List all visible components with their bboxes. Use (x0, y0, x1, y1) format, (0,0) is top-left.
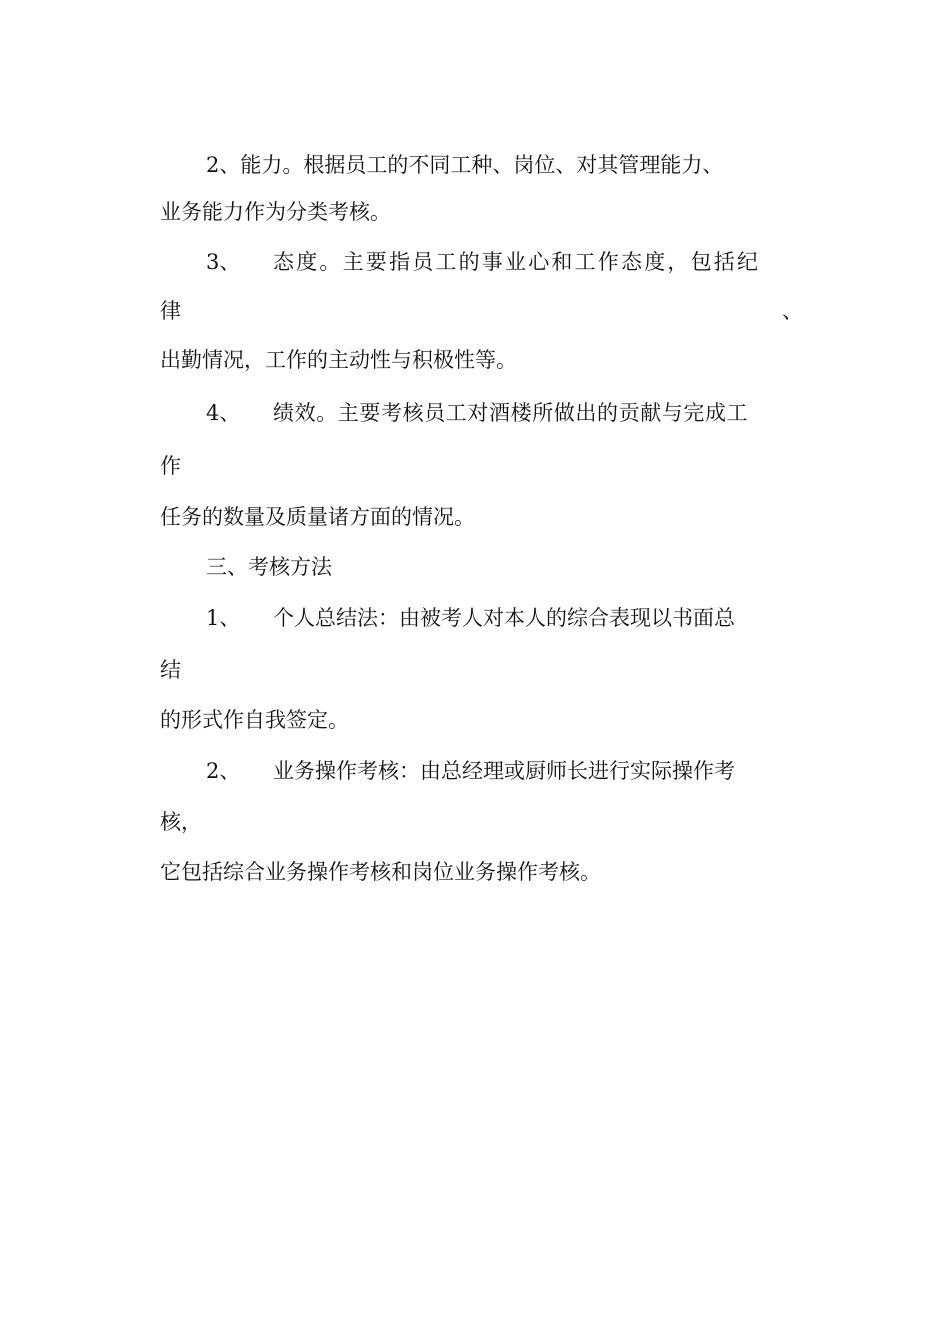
method-operation-line3: 它包括综合业务操作考核和岗位业务操作考核。 (160, 860, 601, 884)
paragraph-attitude-wrap: 律 (160, 299, 181, 323)
paragraph-attitude-line3: 出勤情况，工作的主动性与积极性等。 (160, 348, 517, 372)
paragraph-performance-line3: 任务的数量及质量诸方面的情况。 (160, 505, 475, 529)
paragraph-ability-line1: 2、能力。根据员工的不同工种、岗位、对其管理能力、 (206, 153, 724, 177)
section-heading: 三、考核方法 (206, 555, 332, 579)
paragraph-performance-line1: 绩效。主要考核员工对酒楼所做出的贡献与完成工 (273, 401, 749, 425)
method-operation-wrap: 核， (160, 810, 202, 834)
method-summary-line1: 个人总结法：由被考人对本人的综合表现以书面总 (273, 606, 735, 630)
method-summary-number: 1、 (206, 606, 241, 630)
paragraph-performance-number: 4、 (206, 401, 241, 425)
paragraph-attitude-wrap-mark: 、 (782, 299, 803, 323)
method-summary-wrap: 结 (160, 658, 181, 682)
method-operation-line1: 业务操作考核：由总经理或厨师长进行实际操作考 (273, 759, 735, 783)
paragraph-performance-wrap: 作 (160, 454, 181, 478)
method-summary-line3: 的形式作自我签定。 (160, 708, 349, 732)
paragraph-attitude-line1: 态度。主要指员工的事业心和工作态度，包括纪 (273, 250, 761, 274)
paragraph-ability-line2: 业务能力作为分类考核。 (160, 200, 391, 224)
method-operation-number: 2、 (206, 759, 241, 783)
paragraph-attitude-number: 3、 (206, 250, 241, 274)
